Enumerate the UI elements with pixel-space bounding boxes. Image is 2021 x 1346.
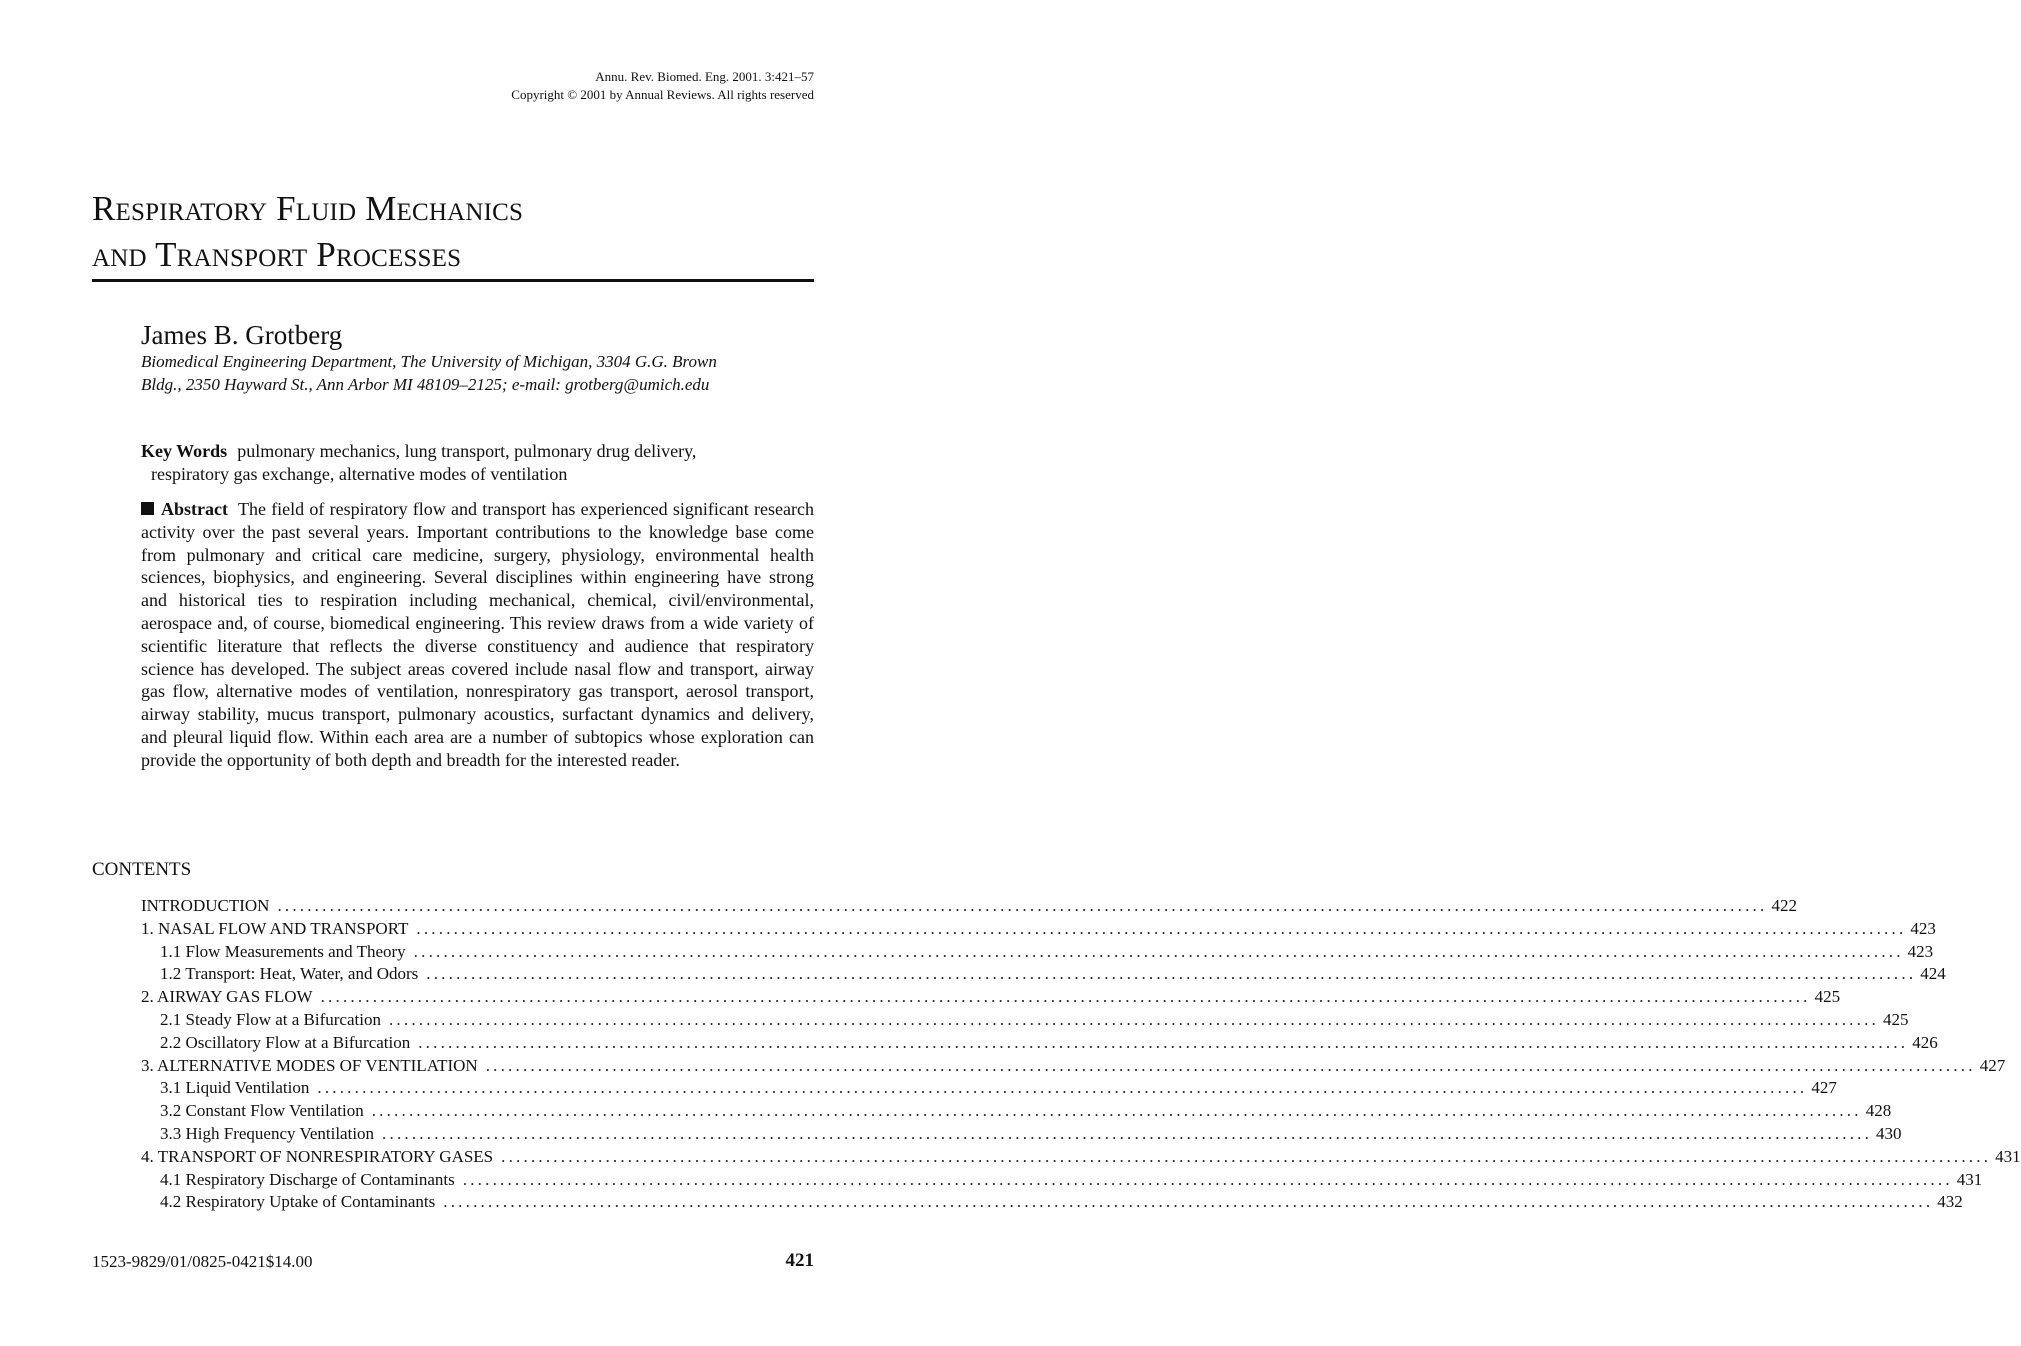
black-square-icon xyxy=(141,502,154,515)
article-title xyxy=(92,186,814,278)
affiliation-line-2: Bldg., 2350 Hayward St., Ann Arbor MI 48109–2125; e-mail: grotberg@umich.edu xyxy=(141,375,710,394)
toc-entry-title: 2. AIRWAY GAS FLOW xyxy=(141,987,313,1007)
keywords-block xyxy=(141,440,814,486)
title-line-1: Respiratory Fluid Mechanics xyxy=(92,189,524,228)
toc-entry-title: 3.3 High Frequency Ventilation xyxy=(160,1123,375,1143)
toc-entry-title: 3.2 Constant Flow Ventilation xyxy=(160,1101,364,1121)
toc-dot-leader: ........................................................................................................................................................................................................ xyxy=(443,1192,1934,1212)
toc-entry[interactable] xyxy=(141,918,1936,941)
toc-entry-page: 432 xyxy=(1937,1192,1963,1212)
author-name: James B. Grotberg xyxy=(141,320,343,350)
toc-entry-page: 428 xyxy=(1865,1101,1892,1121)
author-affiliation xyxy=(141,350,814,396)
table-of-contents xyxy=(141,895,2021,1214)
toc-dot-leader: ........................................................................................................................................................................................................ xyxy=(485,1055,1976,1075)
keywords-label: Key Words xyxy=(141,441,228,461)
keywords-line-1: pulmonary mechanics, lung transport, pulmonary drug delivery, xyxy=(237,441,697,461)
toc-entry-page: 424 xyxy=(1920,964,1946,984)
toc-dot-leader: ........................................................................................................................................................................................................ xyxy=(416,918,1907,938)
toc-entry[interactable] xyxy=(141,1032,1938,1055)
toc-dot-leader: ........................................................................................................................................................................................................ xyxy=(382,1123,1873,1143)
toc-entry[interactable] xyxy=(141,963,1946,986)
toc-dot-leader: ........................................................................................................................................................................................................ xyxy=(317,1078,1808,1098)
toc-dot-leader: ........................................................................................................................................................................................................ xyxy=(426,964,1917,984)
toc-entry-title: INTRODUCTION xyxy=(141,896,270,915)
journal-citation: Annu. Rev. Biomed. Eng. 2001. 3:421–57 xyxy=(595,69,814,84)
copyright-notice: Copyright © 2001 by Annual Reviews. All rights reserved xyxy=(511,87,814,102)
toc-entry[interactable] xyxy=(141,986,1841,1009)
toc-dot-leader: ........................................................................................................................................................................................................ xyxy=(418,1032,1909,1052)
abstract-text: The field of respiratory flow and transport has experienced significant research activity over the past several years. Important contributions to the knowledge base come from pulmonary and critical care medicine, surgery, physiology, environmental health sciences, biophysics, and engineering. Several disciplines within engineering have strong and historical ties to respiration including mechanical, chemical, civil/environmental, aerospace and, of course, biomedical engineering. This review draws from a wide variety of scientific literature that reflects the diverse constituency and audience that respiratory science has developed. The subject areas covered include nasal flow and transport, airway gas flow, alternative modes of ventilation, nonrespiratory gas transport, aerosol transport, airway stability, mucus transport, pulmonary acoustics, surfactant dynamics and delivery, and pleural liquid flow. Within each area are a number of subtopics whose exploration can provide the opportunity of both depth and breadth for the interested reader. xyxy=(141,499,814,770)
toc-dot-leader: ........................................................................................................................................................................................................ xyxy=(277,896,1768,915)
toc-entry-page: 423 xyxy=(1907,941,1934,961)
abstract-label: Abstract xyxy=(161,499,228,519)
title-line-2: and Transport Processes xyxy=(92,235,462,274)
toc-entry-page: 431 xyxy=(1995,1146,2021,1166)
toc-entry[interactable] xyxy=(141,1169,1983,1192)
toc-entry[interactable] xyxy=(141,1009,1909,1032)
toc-dot-leader: ........................................................................................................................................................................................................ xyxy=(371,1101,1862,1121)
toc-dot-leader: ........................................................................................................................................................................................................ xyxy=(413,941,1904,961)
toc-entry[interactable] xyxy=(141,1146,2021,1169)
toc-entry-title: 3. ALTERNATIVE MODES OF VENTILATION xyxy=(141,1055,478,1075)
toc-entry-title: 2.2 Oscillatory Flow at a Bifurcation xyxy=(160,1032,411,1052)
toc-dot-leader: ........................................................................................................................................................................................................ xyxy=(462,1169,1953,1189)
journal-header xyxy=(511,68,814,104)
toc-entry-title: 4.2 Respiratory Uptake of Contaminants xyxy=(160,1192,436,1212)
title-divider xyxy=(92,279,814,282)
toc-entry-page: 425 xyxy=(1814,987,1841,1007)
toc-entry-page: 427 xyxy=(1979,1055,2006,1075)
toc-entry-title: 1. NASAL FLOW AND TRANSPORT xyxy=(141,918,409,938)
affiliation-line-1: Biomedical Engineering Department, The University of Michigan, 3304 G.G. Brown xyxy=(141,352,717,371)
contents-heading: CONTENTS xyxy=(92,859,192,880)
toc-entry[interactable] xyxy=(141,1055,2006,1078)
keywords-line-2: respiratory gas exchange, alternative modes of ventilation xyxy=(151,464,568,484)
toc-entry[interactable] xyxy=(141,1100,1892,1123)
toc-dot-leader: ........................................................................................................................................................................................................ xyxy=(388,1009,1879,1029)
toc-entry[interactable] xyxy=(141,1191,1963,1214)
toc-entry[interactable] xyxy=(141,1077,1837,1100)
toc-entry-title: 4.1 Respiratory Discharge of Contaminants xyxy=(160,1169,455,1189)
toc-entry-title: 4. TRANSPORT OF NONRESPIRATORY GASES xyxy=(141,1146,494,1166)
toc-dot-leader: ........................................................................................................................................................................................................ xyxy=(320,987,1811,1007)
toc-dot-leader: ........................................................................................................................................................................................................ xyxy=(501,1146,1992,1166)
page-number: 421 xyxy=(785,1250,814,1271)
toc-entry-page: 422 xyxy=(1771,896,1797,915)
toc-entry-title: 1.2 Transport: Heat, Water, and Odors xyxy=(160,964,419,984)
toc-entry-title: 1.1 Flow Measurements and Theory xyxy=(160,941,406,961)
toc-entry-title: 2.1 Steady Flow at a Bifurcation xyxy=(160,1009,381,1029)
article-code: 1523-9829/01/0825-0421$14.00 xyxy=(92,1252,313,1271)
toc-entry-page: 425 xyxy=(1882,1009,1909,1029)
toc-entry-page: 431 xyxy=(1956,1169,1983,1189)
toc-entry[interactable] xyxy=(141,1123,1902,1146)
toc-entry-page: 427 xyxy=(1811,1078,1837,1098)
toc-entry[interactable] xyxy=(141,895,1797,918)
toc-entry-page: 423 xyxy=(1910,918,1936,938)
abstract-block xyxy=(141,498,814,772)
toc-entry-title: 3.1 Liquid Ventilation xyxy=(160,1078,310,1098)
toc-entry-page: 426 xyxy=(1912,1032,1938,1052)
toc-entry[interactable] xyxy=(141,941,1934,964)
toc-entry-page: 430 xyxy=(1876,1123,1902,1143)
